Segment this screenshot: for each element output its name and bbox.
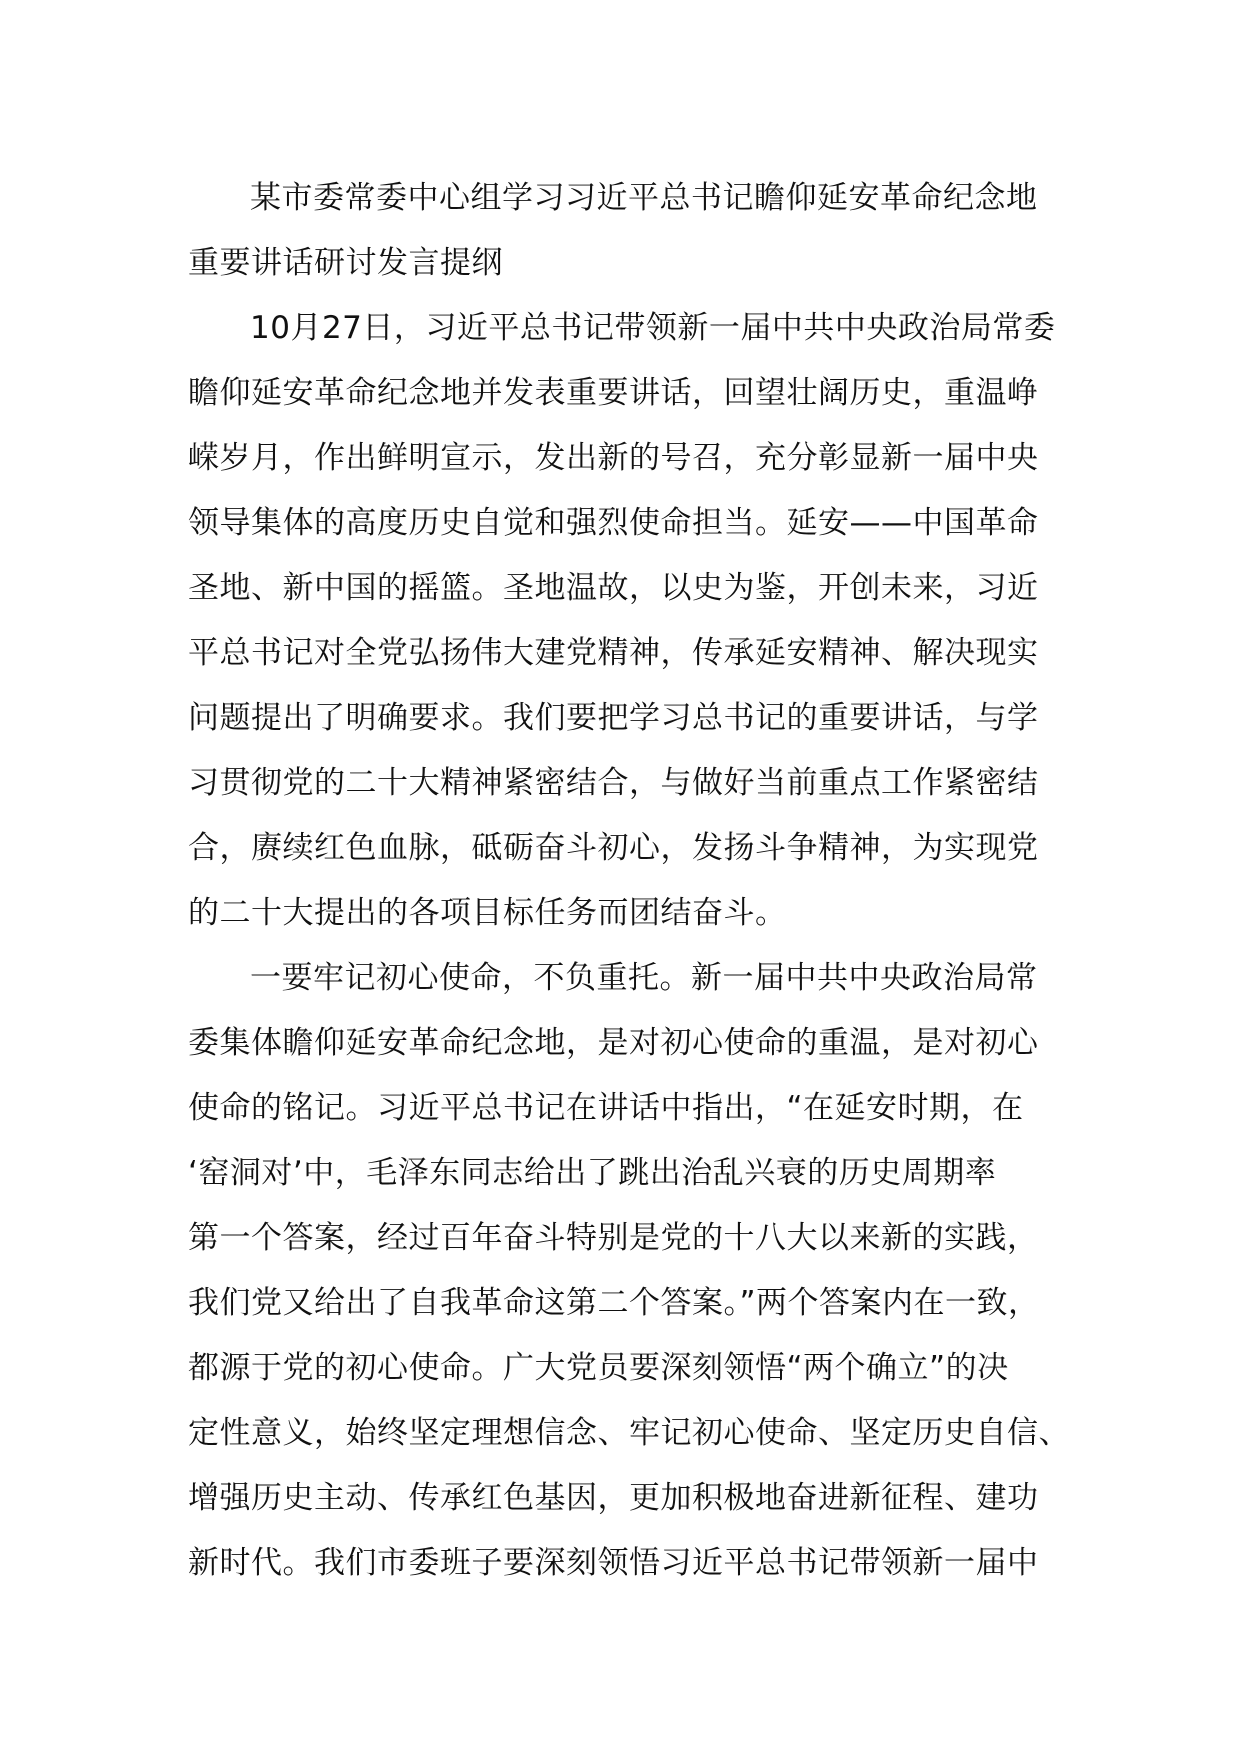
paragraph-line: 平总书记对全党弘扬伟大建党精神，传承延安精神、解决现实	[188, 635, 1039, 671]
paragraph-line: 10月27日，习近平总书记带领新一届中共中央政治局常委	[250, 310, 1056, 346]
paragraph-line: 一要牢记初心使命，不负重托。新一届中共中央政治局常	[250, 960, 1038, 996]
paragraph-line: 嵘岁月，作出鲜明宣示，发出新的号召，充分彰显新一届中央	[188, 440, 1039, 476]
paragraph-line: 增强历史主动、传承红色基因，更加积极地奋进新征程、建功	[188, 1480, 1039, 1516]
paragraph-line: 都源于党的初心使命。广大党员要深刻领悟“两个确立”的决	[188, 1350, 1009, 1386]
paragraph-line: 领导集体的高度历史自觉和强烈使命担当。延安——中国革命	[188, 505, 1039, 541]
document-body	[188, 166, 1088, 1596]
paragraph-line: 新时代。我们市委班子要深刻领悟习近平总书记带领新一届中	[188, 1545, 1039, 1581]
paragraph-line: 第一个答案，经过百年奋斗特别是党的十八大以来新的实践，	[188, 1220, 1039, 1256]
paragraph-line: 合，赓续红色血脉，砥砺奋斗初心，发扬斗争精神，为实现党	[188, 830, 1039, 866]
paragraph-intro	[188, 296, 1088, 946]
paragraph-line: 问题提出了明确要求。我们要把学习总书记的重要讲话，与学	[188, 700, 1039, 736]
paragraph-line: 委集体瞻仰延安革命纪念地，是对初心使命的重温，是对初心	[188, 1025, 1039, 1061]
paragraph-line: 瞻仰延安革命纪念地并发表重要讲话，回望壮阔历史，重温峥	[188, 375, 1039, 411]
paragraph-line: 的二十大提出的各项目标任务而团结奋斗。	[188, 895, 787, 931]
paragraph-line: 使命的铭记。习近平总书记在讲话中指出，“在延安时期，在	[188, 1090, 1024, 1126]
title-line: 重要讲话研讨发言提纲	[188, 245, 503, 281]
paragraph-line: 圣地、新中国的摇篮。圣地温故，以史为鉴，开创未来，习近	[188, 570, 1039, 606]
paragraph-line: 习贯彻党的二十大精神紧密结合，与做好当前重点工作紧密结	[188, 765, 1039, 801]
title-line: 某市委常委中心组学习习近平总书记瞻仰延安革命纪念地	[250, 180, 1038, 216]
paragraph-line: 我们党又给出了自我革命这第二个答案。”两个答案内在一致，	[188, 1285, 1040, 1321]
paragraph-line: 定性意义，始终坚定理想信念、牢记初心使命、坚定历史自信、	[188, 1415, 1070, 1451]
document-title	[188, 166, 1088, 296]
paragraph-point-one	[188, 946, 1088, 1596]
paragraph-line: ‘窑洞对’中，毛泽东同志给出了跳出治乱兴衰的历史周期率	[188, 1155, 997, 1191]
